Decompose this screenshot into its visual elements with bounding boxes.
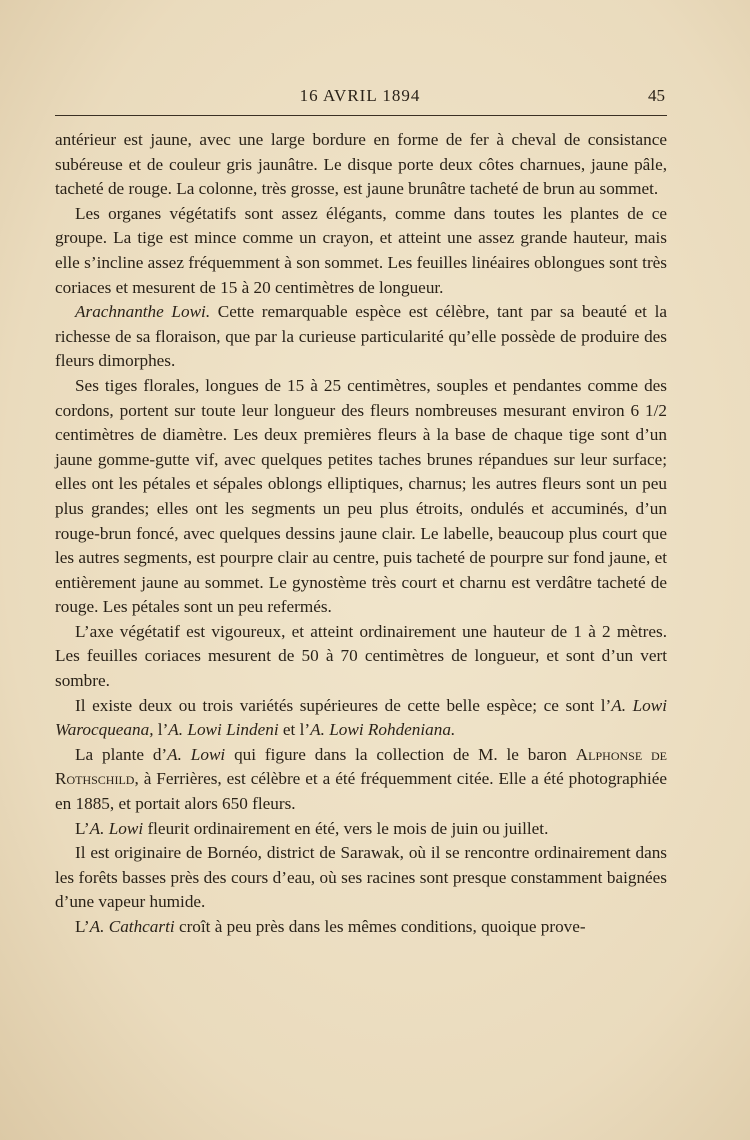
paragraph-3-text: Cette remarquable espèce est célèbre, tant par sa beauté et la richesse de sa floraison, que par la curieuse particularité qu’elle possède de produire des fleurs dimorphes. [55, 302, 667, 371]
species-name: A. Lowi [167, 744, 226, 764]
paragraph-1: antérieur est jaune, avec une large bordure en forme de fer à cheval de consistance subéreuse et de couleur gris jaunâtre. Le disque porte deux côtes charnues, jaune pâle, tacheté de rouge. La colonne, très grosse, est jaune brunâtre tacheté de brun au sommet. [55, 130, 667, 199]
header-rule [55, 115, 667, 116]
paragraph-8 [55, 817, 667, 842]
article: L’ [75, 917, 90, 936]
species-name: A. Cathcarti [89, 917, 175, 936]
text-fragment: La plante d’ [75, 744, 168, 764]
variety-name: A. Lowi Lindeni [168, 720, 279, 740]
conjunction: et l’ [282, 720, 311, 740]
paragraph-7 [55, 743, 667, 817]
paragraph-6-text: Il existe deux ou trois variétés supérieures de cette belle espèce; ce sont [75, 695, 595, 715]
variety-name: A. Lowi Warocqueana, [55, 695, 667, 740]
paragraph-10 [55, 915, 667, 940]
paragraph-3 [55, 300, 667, 374]
paragraph-9: Il est originaire de Bornéo, district de Sarawak, où il se rencontre ordinairement dans les forêts basses près des cours d’eau, où ses racines sont presque constamment baignées d’une vapeur humide. [55, 843, 667, 912]
paragraph-6 [55, 694, 667, 743]
running-header [55, 86, 665, 108]
text-fragment: , à Ferrières, est célèbre et a été fréquemment citée. Elle a été photographiée en 1885, et portait alors 650 fleurs. [55, 769, 667, 814]
person-name: Alphonse de Rothschild [55, 744, 668, 789]
species-name: Arachnanthe Lowi. [75, 302, 211, 322]
paragraph-4: Ses tiges florales, longues de 15 à 25 centimètres, souples et pendantes comme des cordons, portent sur toute leur longueur des fleurs nombreuses mesurant environ 6 1/2 centimètres de diamètre. Les deux premières fleurs à la base de chaque tige sont d’un jaune gomme-gutte vif, avec quelques petites taches brunes répandues sur leur surface; elles ont les pétales et sépales oblongs elliptiques, charnus; les autres fleurs sont un peu plus grandes; elles ont les segments un peu plus étroits, ondulés et accuminés, d’un rouge-brun foncé, avec quelques dessins jaune clair. Le labelle, beaucoup plus court que les autres segments, est pourpre clair au centre, puis tacheté de pourpre sur fond jaune, et entièrement jaune au sommet. Le gynostème très court et charnu est verdâtre tacheté de rouge. Les pétales sont un peu refermés. [55, 375, 667, 617]
article: l’ [600, 695, 612, 715]
variety-name: A. Lowi Rohdeniana. [310, 720, 456, 740]
page-number: 45 [648, 86, 665, 105]
paragraph-2: Les organes végétatifs sont assez élégants, comme dans toutes les plantes de ce groupe. La tige est mince comme un crayon, et atteint une assez grande hauteur, mais elle s’incline assez fréquemment à son sommet. Les feuilles linéaires oblongues sont très coriaces et mesurent de 15 à 20 centimètres de longueur. [55, 203, 667, 297]
species-name: A. Lowi [89, 818, 144, 838]
text-fragment: qui figure dans la collection de M. le baron [234, 744, 567, 764]
article: l’ [157, 720, 169, 740]
page-body [55, 128, 667, 940]
paragraph-5: L’axe végétatif est vigoureux, et atteint ordinairement une hauteur de 1 à 2 mètres. Les feuilles coriaces mesurent de 50 à 70 centimètres de longueur, et sont d’un vert sombre. [55, 621, 667, 691]
text-fragment: croît à peu près dans les mêmes conditions, quoique prove- [178, 917, 586, 936]
article: L’ [75, 818, 90, 838]
text-fragment: fleurit ordinairement en été, vers le mois de juin ou juillet. [147, 818, 549, 838]
header-date: 16 AVRIL 1894 [299, 86, 421, 105]
